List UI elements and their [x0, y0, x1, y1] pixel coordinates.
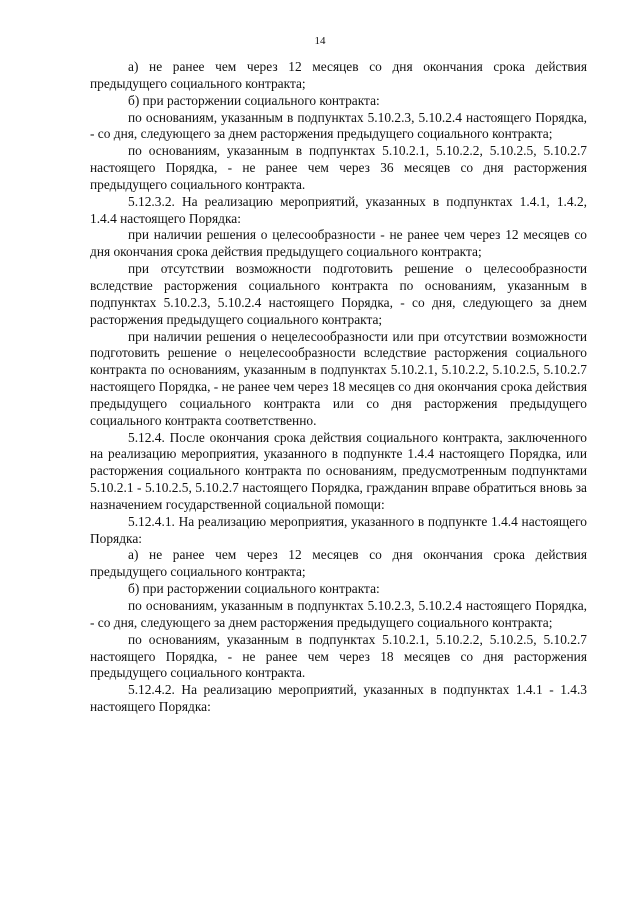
paragraph: 5.12.4.1. На реализацию мероприятия, указанного в подпункте 1.4.4 настоящего Порядка:	[90, 513, 587, 546]
page-number: 14	[314, 35, 326, 47]
paragraph: по основаниям, указанным в подпунктах 5.10.2.3, 5.10.2.4 настоящего Порядка, - со дня, следующего за днем расторжения предыдущего социального контракта;	[90, 598, 587, 630]
paragraph: по основаниям, указанным в подпунктах 5.10.2.3, 5.10.2.4 настоящего Порядка, - со дня, следующего за днем расторжения предыдущего социального контракта;	[90, 109, 587, 142]
paragraph: б) при расторжении социального контракта:	[128, 92, 380, 108]
document-body	[90, 59, 587, 716]
paragraph: а) не ранее чем через 12 месяцев со дня окончания срока действия предыдущего социального контракта;	[90, 547, 587, 580]
paragraph: а) не ранее чем через 12 месяцев со дня окончания срока действия предыдущего социального контракта;	[90, 59, 587, 91]
paragraph: 5.12.4. После окончания срока действия социального контракта, заключенного на реализацию мероприятия, указанного в подпункте 1.4.4 настоящего Порядка, или расторжения социального контракта по основаниям, предусмотренным подпунктами 5.10.2.1 - 5.10.2.5, 5.10.2.7 настоящего Порядка, гражданин вправе обратиться вновь за назначением государственной социальной помощи:	[90, 429, 587, 512]
paragraph: 5.12.3.2. На реализацию мероприятий, указанных в подпунктах 1.4.1, 1.4.2, 1.4.4 настоящего Порядка:	[90, 193, 587, 226]
paragraph: при наличии решения о нецелесообразности или при отсутствии возможности подготовить решение о нецелесообразности вследствие расторжения социального контракта по основаниям, указанным в подпунктах 5.10.2.1, 5.10.2.2, 5.10.2.5, 5.10.2.7 настоящего Порядка, - не ранее чем через 18 месяцев со дня окончания срока действия предыдущего социального контракта или со дня расторжения предыдущего социального контракта соответственно.	[90, 328, 587, 428]
paragraph: б) при расторжении социального контракта:	[128, 581, 380, 597]
paragraph: по основаниям, указанным в подпунктах 5.10.2.1, 5.10.2.2, 5.10.2.5, 5.10.2.7 настоящего Порядка, - не ранее чем через 36 месяцев со дня расторжения предыдущего социального контракта.	[90, 143, 587, 192]
paragraph: 5.12.4.2. На реализацию мероприятий, указанных в подпунктах 1.4.1 - 1.4.3 настоящего Порядка:	[90, 682, 587, 715]
paragraph: при отсутствии возможности подготовить решение о целесообразности вследствие расторжения социального контракта по основаниям, указанным в подпунктах 5.10.2.3, 5.10.2.4 настоящего Порядка, - со дня, следующего за днем расторжения предыдущего социального контракта;	[90, 261, 587, 327]
paragraph: при наличии решения о целесообразности - не ранее чем через 12 месяцев со дня окончания срока действия предыдущего социального контракта;	[90, 227, 587, 260]
paragraph: по основаниям, указанным в подпунктах 5.10.2.1, 5.10.2.2, 5.10.2.5, 5.10.2.7 настоящего Порядка, - не ранее чем через 18 месяцев со дня расторжения предыдущего социального контракта.	[90, 631, 587, 681]
